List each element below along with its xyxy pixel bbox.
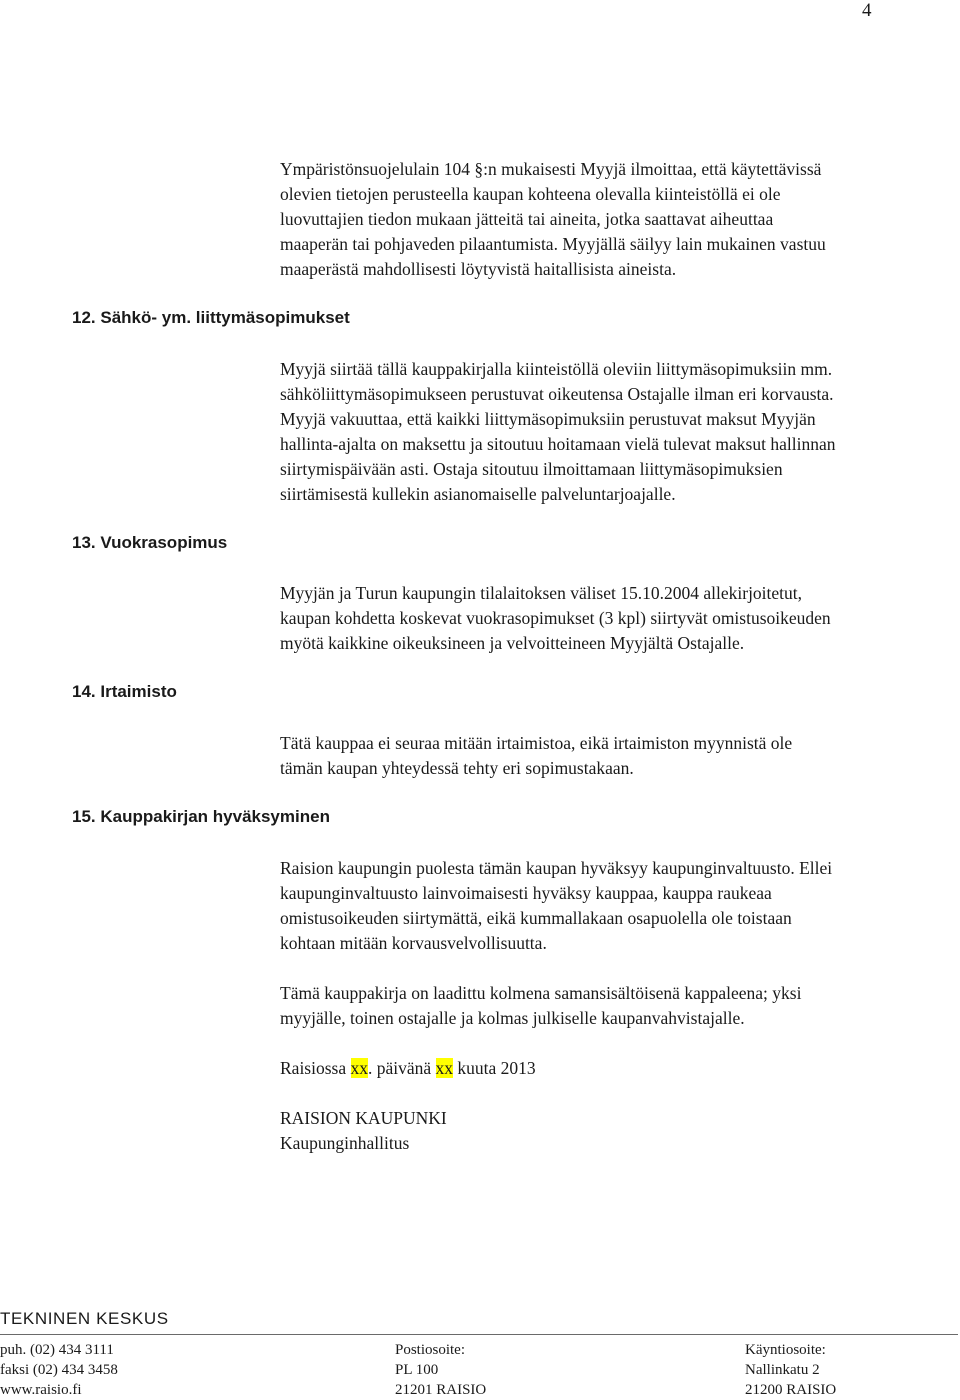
- text-line: Ympäristönsuojelulain 104 §:n mukaisesti Myyjä ilmoittaa, että käytettävissä: [280, 159, 822, 179]
- footer-postal-label: Postiosoite:: [395, 1342, 466, 1358]
- text-line: Tätä kauppaa ei seuraa mitään irtaimistoa, eikä irtaimiston myynnistä ole: [280, 733, 793, 753]
- text-line: Tämä kauppakirja on laadittu kolmena samansisältöisenä kappaleena; yksi: [280, 983, 802, 1003]
- text-line: siirtymispäivään asti. Ostaja sitoutuu ilmoittamaan liittymäsopimuksien: [280, 459, 783, 479]
- text-line: maaperän tai pohjaveden pilaantumista. Myyjällä säilyy lain mukainen vastuu: [280, 234, 826, 254]
- text-line: maaperästä mahdollisesti löytyvistä haitallisista aineista.: [280, 259, 677, 279]
- text-line: kaupan kohdetta koskevat vuokrasopimukset (3 kpl) siirtyvät omistusoikeuden: [280, 608, 831, 628]
- footer-postal-city: 21201 RAISIO: [395, 1382, 487, 1398]
- environmental-paragraph: [280, 157, 940, 282]
- section-14-paragraph: [280, 731, 940, 781]
- text-line: myötä kaikkine oikeuksineen ja velvoitteineen Myyjältä Ostajalle.: [280, 633, 745, 653]
- section-heading-12: 12. Sähkö- ym. liittymäsopimukset: [72, 308, 350, 327]
- month-placeholder: xx: [435, 1058, 454, 1078]
- signatory-body: Kaupunginhallitus: [280, 1133, 410, 1153]
- footer-website-link[interactable]: www.raisio.fi: [0, 1382, 82, 1398]
- footer-fax: faksi (02) 434 3458: [0, 1362, 118, 1378]
- text-line: omistusoikeuden siirtymättä, eikä kummallakaan osapuolella ole toistaan: [280, 908, 792, 928]
- section-heading-13: 13. Vuokrasopimus: [72, 533, 228, 552]
- page-number: 4: [862, 0, 872, 21]
- copies-paragraph: [280, 981, 940, 1031]
- footer-contact-column: [0, 1340, 118, 1400]
- section-heading-14: 14. Irtaimisto: [72, 682, 177, 701]
- footer-visiting-column: [745, 1340, 836, 1400]
- footer-postal-box: PL 100: [395, 1362, 439, 1378]
- text-line: kohtaan mitään korvausvelvollisuutta.: [280, 933, 547, 953]
- text-line: hallinta-ajalta on maksettu ja sitoutuu hoitamaan vielä tulevat maksut hallinnan: [280, 434, 836, 454]
- section-15-paragraph: [280, 856, 940, 956]
- section-heading-15: 15. Kauppakirjan hyväksyminen: [72, 807, 330, 826]
- text-line: Myyjä siirtää tällä kauppakirjalla kiinteistöllä oleviin liittymäsopimuksiin mm.: [280, 359, 833, 379]
- date-mid-text: . päivänä: [368, 1058, 436, 1078]
- text-line: luovuttajien tiedon mukaan jätteitä tai aineita, jotka saattavat aiheuttaa: [280, 209, 774, 229]
- footer-department-title: TEKNINEN KESKUS: [0, 1309, 169, 1328]
- text-line: myyjälle, toinen ostajalle ja kolmas julkiselle kaupanvahvistajalle.: [280, 1008, 745, 1028]
- text-line: tämän kaupan yhteydessä tehty eri sopimustakaan.: [280, 758, 634, 778]
- signatory-org: RAISION KAUPUNKI: [280, 1108, 447, 1128]
- text-line: sähköliittymäsopimukseen perustuvat oikeutensa Ostajalle ilman eri korvausta.: [280, 384, 834, 404]
- place-text: Raisiossa: [280, 1058, 351, 1078]
- footer-postal-column: [395, 1340, 486, 1400]
- text-line: kaupunginvaltuusto lainvoimaisesti hyväksy kauppaa, kauppa raukeaa: [280, 883, 772, 903]
- year-text: kuuta 2013: [453, 1058, 536, 1078]
- day-placeholder: xx: [350, 1058, 368, 1078]
- signing-date-line: [280, 1056, 940, 1081]
- footer-visiting-label: Käyntiosoite:: [745, 1342, 826, 1358]
- text-line: Myyjä vakuuttaa, että kaikki liittymäsopimuksiin perustuvat maksut Myyjän: [280, 409, 816, 429]
- text-line: Raision kaupungin puolesta tämän kaupan hyväksyy kaupunginvaltuusto. Ellei: [280, 858, 833, 878]
- section-13-paragraph: [280, 581, 940, 656]
- text-line: siirtämisestä kullekin asianomaiselle palveluntarjoajalle.: [280, 484, 676, 504]
- footer-phone: puh. (02) 434 3111: [0, 1342, 114, 1358]
- section-12-paragraph: [280, 357, 940, 507]
- footer-visiting-city: 21200 RAISIO: [745, 1382, 837, 1398]
- signatory-block: [280, 1106, 940, 1156]
- footer-visiting-street: Nallinkatu 2: [745, 1362, 820, 1378]
- text-line: olevien tietojen perusteella kaupan kohteena olevalla kiinteistöllä ei ole: [280, 184, 781, 204]
- footer-divider: [0, 1334, 958, 1335]
- text-line: Myyjän ja Turun kaupungin tilalaitoksen väliset 15.10.2004 allekirjoitetut,: [280, 583, 803, 603]
